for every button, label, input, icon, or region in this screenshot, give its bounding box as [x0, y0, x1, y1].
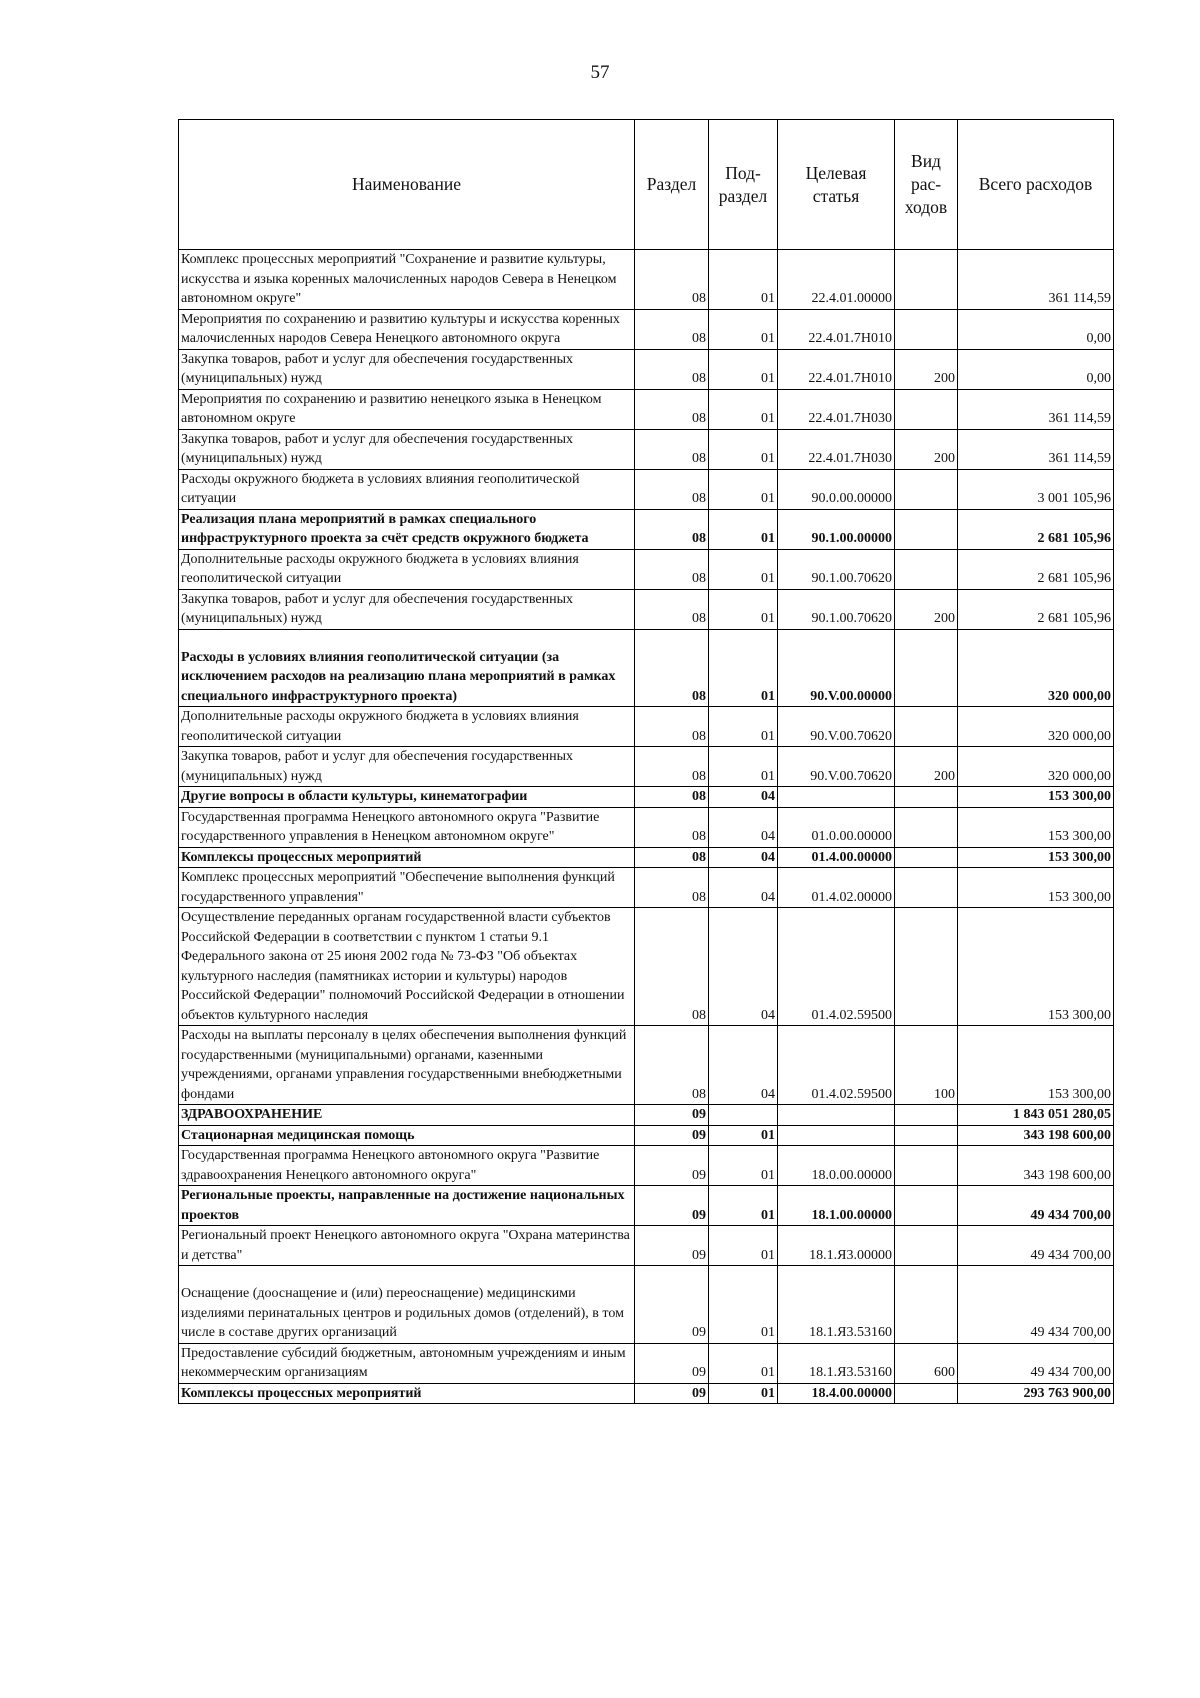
subsection-cell: 01: [709, 1343, 778, 1383]
kind-cell: [895, 1186, 958, 1226]
kind-cell: [895, 1266, 958, 1344]
total-cell: 343 198 600,00: [958, 1125, 1114, 1146]
section-cell: 09: [635, 1383, 709, 1404]
section-cell: 08: [635, 747, 709, 787]
header-target-line1: Целевая: [805, 162, 867, 183]
table-row: [179, 1146, 1114, 1186]
section-cell: 09: [635, 1343, 709, 1383]
table-row: [179, 349, 1114, 389]
name-cell: Закупка товаров, работ и услуг для обеспечения государственных (муниципальных) нужд: [179, 429, 635, 469]
table-row: [179, 1186, 1114, 1226]
name-cell: Осуществление переданных органам государственной власти субъектов Российской Федерации в соответствии с пунктом 1 статьи 9.1 Федерального закона от 25 июня 2002 года № 73-ФЗ "Об объектах культурного наследия (памятниках истории и культуры) народов Российской Федерации" полномочий Российской Федерации в отношении объектов культурного наследия: [179, 908, 635, 1026]
subsection-cell: 01: [709, 1226, 778, 1266]
kind-cell: 200: [895, 349, 958, 389]
table-row: [179, 908, 1114, 1026]
table-row: [179, 707, 1114, 747]
table-row: [179, 868, 1114, 908]
subsection-cell: 01: [709, 747, 778, 787]
name-cell: Реализация плана мероприятий в рамках специального инфраструктурного проекта за счёт средств окружного бюджета: [179, 509, 635, 549]
kind-cell: [895, 469, 958, 509]
kind-cell: [895, 1226, 958, 1266]
subsection-cell: 01: [709, 389, 778, 429]
table-row: [179, 469, 1114, 509]
kind-cell: 600: [895, 1343, 958, 1383]
subsection-cell: 01: [709, 707, 778, 747]
total-cell: 343 198 600,00: [958, 1146, 1114, 1186]
subsection-cell: 01: [709, 1146, 778, 1186]
total-cell: 49 434 700,00: [958, 1226, 1114, 1266]
target-cell: 22.4.01.7Н030: [778, 429, 895, 469]
name-cell: Расходы окружного бюджета в условиях влияния геополитической ситуации: [179, 469, 635, 509]
name-cell: Оснащение (дооснащение и (или) переоснащение) медицинскими изделиями перинатальных центров и родильных домов (отделений), в том числе в составе других организаций: [179, 1266, 635, 1344]
table-row: [179, 787, 1114, 808]
target-cell: 18.4.00.00000: [778, 1383, 895, 1404]
total-cell: 361 114,59: [958, 429, 1114, 469]
total-cell: 320 000,00: [958, 747, 1114, 787]
table-body: [179, 250, 1114, 1404]
section-cell: 08: [635, 589, 709, 629]
table-row: [179, 509, 1114, 549]
total-cell: 3 001 105,96: [958, 469, 1114, 509]
subsection-cell: [709, 1105, 778, 1126]
header-section: Раздел: [635, 120, 709, 250]
header-kind-line1: Вид: [911, 151, 941, 171]
name-cell: Дополнительные расходы окружного бюджета в условиях влияния геополитической ситуации: [179, 549, 635, 589]
table-row: [179, 629, 1114, 707]
subsection-cell: 04: [709, 787, 778, 808]
target-cell: 18.0.00.00000: [778, 1146, 895, 1186]
subsection-cell: 01: [709, 629, 778, 707]
section-cell: 08: [635, 509, 709, 549]
section-cell: 09: [635, 1146, 709, 1186]
section-cell: 08: [635, 908, 709, 1026]
subsection-cell: 01: [709, 1125, 778, 1146]
name-cell: Расходы на выплаты персоналу в целях обеспечения выполнения функций государственными (муниципальными) органами, казенными учреждениями, органами управления государственными внебюджетными фондами: [179, 1026, 635, 1105]
name-cell: Закупка товаров, работ и услуг для обеспечения государственных (муниципальных) нужд: [179, 349, 635, 389]
target-cell: 18.1.00.00000: [778, 1186, 895, 1226]
target-cell: 18.1.Я3.53160: [778, 1343, 895, 1383]
header-subsection: [709, 120, 778, 250]
section-cell: 08: [635, 250, 709, 310]
header-target-line2: статья: [812, 185, 860, 206]
header-subsection-line2: раздел: [718, 185, 768, 206]
subsection-cell: 04: [709, 1026, 778, 1105]
name-cell: Комплексы процессных мероприятий: [179, 847, 635, 868]
section-cell: 09: [635, 1125, 709, 1146]
target-cell: 01.4.02.00000: [778, 868, 895, 908]
total-cell: 320 000,00: [958, 629, 1114, 707]
target-cell: 90.1.00.00000: [778, 509, 895, 549]
total-cell: 153 300,00: [958, 847, 1114, 868]
target-cell: [778, 787, 895, 808]
target-cell: 01.4.02.59500: [778, 908, 895, 1026]
subsection-cell: 01: [709, 1383, 778, 1404]
header-kind-line2: рас-: [910, 174, 942, 194]
header-total: Всего расходов: [958, 120, 1114, 250]
total-cell: 153 300,00: [958, 908, 1114, 1026]
table-row: [179, 1026, 1114, 1105]
table-row: [179, 747, 1114, 787]
table-row: [179, 1383, 1114, 1404]
total-cell: 153 300,00: [958, 787, 1114, 808]
kind-cell: [895, 629, 958, 707]
total-cell: 0,00: [958, 349, 1114, 389]
subsection-cell: 01: [709, 309, 778, 349]
target-cell: [778, 1125, 895, 1146]
subsection-cell: 01: [709, 429, 778, 469]
total-cell: 2 681 105,96: [958, 589, 1114, 629]
section-cell: 08: [635, 469, 709, 509]
page-number: 57: [590, 62, 610, 83]
target-cell: 01.4.02.59500: [778, 1026, 895, 1105]
kind-cell: [895, 549, 958, 589]
name-cell: Региональный проект Ненецкого автономного округа "Охрана материнства и детства": [179, 1226, 635, 1266]
table-row: [179, 1125, 1114, 1146]
subsection-cell: 01: [709, 469, 778, 509]
name-cell: Комплексы процессных мероприятий: [179, 1383, 635, 1404]
section-cell: 08: [635, 309, 709, 349]
section-cell: 08: [635, 389, 709, 429]
name-cell: Другие вопросы в области культуры, кинематографии: [179, 787, 635, 808]
table-row: [179, 309, 1114, 349]
table-row: [179, 847, 1114, 868]
total-cell: 153 300,00: [958, 1026, 1114, 1105]
total-cell: 361 114,59: [958, 250, 1114, 310]
total-cell: 293 763 900,00: [958, 1383, 1114, 1404]
table-row: [179, 549, 1114, 589]
name-cell: Мероприятия по сохранению и развитию культуры и искусства коренных малочисленных народов Севера Ненецкого автономного округа: [179, 309, 635, 349]
subsection-cell: 01: [709, 1266, 778, 1344]
header-kind-line3: ходов: [904, 197, 948, 217]
total-cell: 0,00: [958, 309, 1114, 349]
kind-cell: [895, 1146, 958, 1186]
target-cell: 22.4.01.00000: [778, 250, 895, 310]
target-cell: 01.0.00.00000: [778, 807, 895, 847]
table-row: [179, 1343, 1114, 1383]
target-cell: 90.V.00.70620: [778, 707, 895, 747]
target-cell: 90.V.00.70620: [778, 747, 895, 787]
header-kind: [895, 120, 958, 250]
section-cell: 09: [635, 1226, 709, 1266]
kind-cell: 200: [895, 589, 958, 629]
table-row: [179, 250, 1114, 310]
section-cell: 08: [635, 807, 709, 847]
total-cell: 2 681 105,96: [958, 509, 1114, 549]
kind-cell: [895, 707, 958, 747]
section-cell: 09: [635, 1186, 709, 1226]
total-cell: 2 681 105,96: [958, 549, 1114, 589]
name-cell: Закупка товаров, работ и услуг для обеспечения государственных (муниципальных) нужд: [179, 589, 635, 629]
header-subsection-line1: Под-: [725, 162, 761, 183]
total-cell: 49 434 700,00: [958, 1266, 1114, 1344]
subsection-cell: 01: [709, 509, 778, 549]
total-cell: 320 000,00: [958, 707, 1114, 747]
name-cell: Стационарная медицинская помощь: [179, 1125, 635, 1146]
kind-cell: [895, 250, 958, 310]
kind-cell: [895, 847, 958, 868]
section-cell: 08: [635, 429, 709, 469]
section-cell: 08: [635, 349, 709, 389]
section-cell: 08: [635, 707, 709, 747]
name-cell: ЗДРАВООХРАНЕНИЕ: [179, 1105, 635, 1126]
kind-cell: [895, 1105, 958, 1126]
section-cell: 09: [635, 1105, 709, 1126]
header-target: [778, 120, 895, 250]
subsection-cell: 04: [709, 908, 778, 1026]
name-cell: Расходы в условиях влияния геополитической ситуации (за исключением расходов на реализацию плана мероприятий в рамках специального инфраструктурного проекта): [179, 629, 635, 707]
total-cell: 153 300,00: [958, 868, 1114, 908]
target-cell: 90.1.00.70620: [778, 549, 895, 589]
kind-cell: [895, 868, 958, 908]
total-cell: 1 843 051 280,05: [958, 1105, 1114, 1126]
kind-cell: 200: [895, 747, 958, 787]
kind-cell: [895, 389, 958, 429]
subsection-cell: 04: [709, 868, 778, 908]
section-cell: 08: [635, 787, 709, 808]
kind-cell: [895, 1383, 958, 1404]
table-row: [179, 429, 1114, 469]
section-cell: 08: [635, 868, 709, 908]
table-row: [179, 1226, 1114, 1266]
section-cell: 08: [635, 629, 709, 707]
table-header: [179, 120, 1114, 250]
table-row: [179, 1105, 1114, 1126]
section-cell: 08: [635, 1026, 709, 1105]
subsection-cell: 04: [709, 807, 778, 847]
target-cell: 22.4.01.7Н030: [778, 389, 895, 429]
subsection-cell: 01: [709, 549, 778, 589]
total-cell: 49 434 700,00: [958, 1343, 1114, 1383]
subsection-cell: 01: [709, 250, 778, 310]
subsection-cell: 01: [709, 589, 778, 629]
target-cell: 22.4.01.7Н010: [778, 349, 895, 389]
target-cell: 90.V.00.00000: [778, 629, 895, 707]
name-cell: Комплекс процессных мероприятий "Сохранение и развитие культуры, искусства и языка коренных малочисленных народов Севера в Ненецком автономном округе": [179, 250, 635, 310]
name-cell: Мероприятия по сохранению и развитию ненецкого языка в Ненецком автономном округе: [179, 389, 635, 429]
name-cell: Дополнительные расходы окружного бюджета в условиях влияния геополитической ситуации: [179, 707, 635, 747]
target-cell: [778, 1105, 895, 1126]
table-row: [179, 589, 1114, 629]
subsection-cell: 01: [709, 1186, 778, 1226]
kind-cell: [895, 1125, 958, 1146]
target-cell: 90.1.00.70620: [778, 589, 895, 629]
name-cell: Государственная программа Ненецкого автономного округа "Развитие государственного управления в Ненецком автономном округе": [179, 807, 635, 847]
name-cell: Региональные проекты, направленные на достижение национальных проектов: [179, 1186, 635, 1226]
kind-cell: [895, 309, 958, 349]
kind-cell: 200: [895, 429, 958, 469]
budget-table: [178, 119, 1114, 1404]
kind-cell: [895, 908, 958, 1026]
kind-cell: [895, 787, 958, 808]
kind-cell: [895, 509, 958, 549]
section-cell: 08: [635, 549, 709, 589]
section-cell: 09: [635, 1266, 709, 1344]
name-cell: Предоставление субсидий бюджетным, автономным учреждениям и иным некоммерческим организациям: [179, 1343, 635, 1383]
target-cell: 22.4.01.7Н010: [778, 309, 895, 349]
target-cell: 18.1.Я3.53160: [778, 1266, 895, 1344]
total-cell: 361 114,59: [958, 389, 1114, 429]
header-name: Наименование: [179, 120, 635, 250]
target-cell: 90.0.00.00000: [778, 469, 895, 509]
table-row: [179, 1266, 1114, 1344]
target-cell: 01.4.00.00000: [778, 847, 895, 868]
name-cell: Комплекс процессных мероприятий "Обеспечение выполнения функций государственного управления": [179, 868, 635, 908]
total-cell: 49 434 700,00: [958, 1186, 1114, 1226]
kind-cell: 100: [895, 1026, 958, 1105]
subsection-cell: 04: [709, 847, 778, 868]
target-cell: 18.1.Я3.00000: [778, 1226, 895, 1266]
name-cell: Государственная программа Ненецкого автономного округа "Развитие здравоохранения Ненецкого автономного округа": [179, 1146, 635, 1186]
section-cell: 08: [635, 847, 709, 868]
kind-cell: [895, 807, 958, 847]
name-cell: Закупка товаров, работ и услуг для обеспечения государственных (муниципальных) нужд: [179, 747, 635, 787]
table-row: [179, 389, 1114, 429]
table-row: [179, 807, 1114, 847]
total-cell: 153 300,00: [958, 807, 1114, 847]
subsection-cell: 01: [709, 349, 778, 389]
